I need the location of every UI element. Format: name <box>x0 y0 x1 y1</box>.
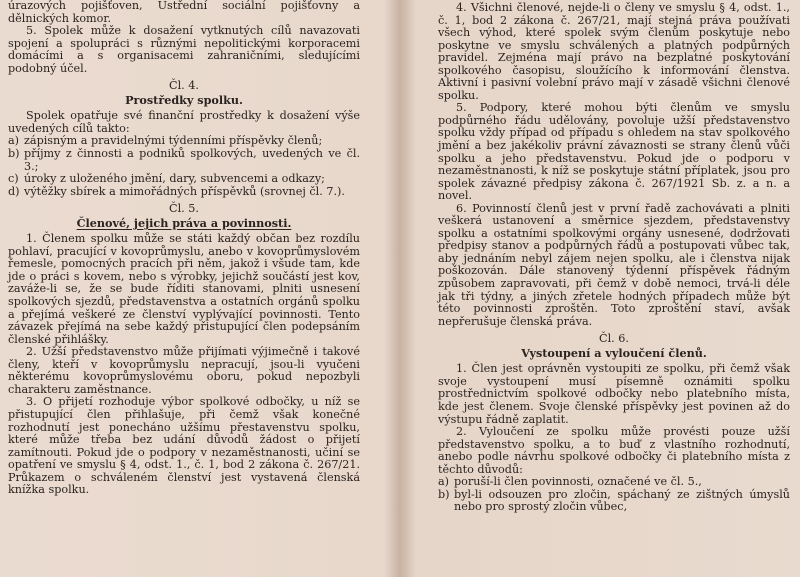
section-5-paragraph-1: 1. Členem spolku může se státi každý občan bez rozdílu pohlaví, pracující v kovoprůmyslu, anebo v kovoprůmyslovém řemesle, pomocných pracích při něm, jakož i všude tam, kde jde o práci s kovem, nebo s výrobky, jejichž součástí jest kov, zaváže-li se, že se bude říditi stanovami, plniti usnesení spolkových sjezdů, představenstva a ostatních orgánů spolku a přejímá veškeré ze členství vyplývající povinnosti. Tento závazek přejímá na sebe každý přistupující člen podepsáním členské přihlášky. <box>8 232 360 346</box>
list-item-text: úroky z uloženého jmění, dary, subvencemi a odkazy; <box>24 172 325 186</box>
list-item-text: poruší-li člen povinnosti, označené ve čl. 5., <box>454 475 702 489</box>
list-item-label: c) <box>8 172 19 186</box>
section-4-number: Čl. 4. <box>169 79 199 93</box>
section-5-number: Čl. 5. <box>169 202 199 216</box>
left-page <box>0 0 384 577</box>
section-6-paragraph-2: 2. Vyloučení ze spolku může provésti pouze užší představenstvo spolku, a to buď z vlastního rozhodnutí, anebo podle návrhu spolkové odbočky či platebního místa z těchto důvodů: <box>438 425 790 476</box>
section-4-intro: Spolek opatřuje své finanční prostředky k dosažení výše uvedených cílů takto: <box>8 109 360 135</box>
book-gutter <box>384 0 416 577</box>
list-item <box>8 148 360 173</box>
paragraph-5: 5. Spolek může k dosažení vytknutých cílů navazovati spojení a spolupráci s různými nepolitickými korporacemi domácími a s organisacemi zahraničními, sledujícími podobný účel. <box>8 24 360 75</box>
list-item-label: a) <box>438 475 450 489</box>
list-item-label: b) <box>438 487 450 501</box>
list-item <box>8 186 360 199</box>
list-item <box>8 173 360 186</box>
right-page <box>416 0 800 577</box>
list-item-label: d) <box>8 184 20 198</box>
list-item <box>438 476 790 489</box>
section-6-number: Čl. 6. <box>599 332 629 346</box>
list-item-label: a) <box>8 134 20 148</box>
section-5-paragraph-3: 3. O přijetí rozhoduje výbor spolkové odbočky, u níž se přistupující člen přihlašuje, při čemž však konečné rozhodnutí jest ponecháno užšímu přestavenstvu spolku, které může třeba bez udání důvodů žádost o přijetí zamítnouti. Pokud jde o podpory v nezaměstnanosti, učiní se opatření ve smyslu § 4, odst. 1., č. 1, bod 2 zákona č. 267/21. Průkazem o schváleném členství jest vystavená členská knížka spolku. <box>8 395 360 497</box>
section-5-paragraph-2: 2. Užší představenstvo může přijímati výjimečně i takové členy, kteří v kovoprůmyslu nepracují, jsou-li vyučeni některému kovoprůmyslovému oboru, pokud nepozbyli charakteru zaměstnance. <box>8 345 360 396</box>
list-item-text: zápisným a pravidelnými týdenními příspěvky členů; <box>24 134 323 148</box>
section-4-title: Prostředky spolku. <box>125 92 243 107</box>
section-5-paragraph-4: 4. Všichni členové, nejde-li o členy ve smyslu § 4, odst. 1., č. 1, bod 2 zákona č. 267/21, mají stejná práva používati všech výhod, které spolek svým členům poskytuje nebo poskytne ve smyslu schválených a platných podpůrných pravidel. Zejména mají právo na bezplatné poskytování spolkového časopisu, sloužícího k informování členstva. Aktivní i pasivní volební právo mají v zásadě všichni členové spolku. <box>438 1 790 102</box>
section-5-title: Členové, jejich práva a povinnosti. <box>76 215 292 230</box>
paragraph-continuation: úrazových pojišťoven, Ústřední sociální pojišťovny a dělnických komor. <box>8 0 360 25</box>
list-item-text: příjmy z činnosti a podniků spolkových, uvedených ve čl. 3.; <box>24 147 360 173</box>
section-6-title: Vystoupení a vyloučení členů. <box>521 345 707 360</box>
list-item-text: byl-li odsouzen pro zločin, spáchaný ze zištných úmyslů nebo pro sprostý zločin vůbec, <box>454 487 790 514</box>
list-item-text: výtěžky sbírek a mimořádných příspěvků (srovnej čl. 7.). <box>24 184 345 198</box>
section-6-paragraph-1: 1. Člen jest oprávněn vystoupiti ze spolku, při čemž však svoje vystoupení musí písemně oznámiti spolku prostřednictvím spolkové odbočky nebo platebního místa, kde jest členem. Svoje členské příspěvky jest povinen až do výstupu řádně zaplatit. <box>438 362 790 426</box>
section-5-paragraph-6: 6. Povinností členů jest v první řadě zachovávati a plniti veškerá ustanovení a směrnice sjezdem, představenstvy spolku a ostatními spolkovými orgány usnesené, dodržovati předpisy stanov a podpůrných řádů a postupovati vůbec tak, aby jednáním nebyl zájem nejen spolku, ale i členstva nijak poškozován. Dále stanovený týdenní příspěvek řádným způsobem zapravovati, při čemž v době nemoci, trvá-li déle jak tři týdny, a jiných zřetele hodných případech může být této povinnosti zproštěn. Toto zproštění staví, avšak nepřerušuje členská práva. <box>438 201 790 328</box>
list-item <box>438 489 790 514</box>
section-5-paragraph-5: 5. Podpory, které mohou býti členům ve smyslu podpůrného řádu udělovány, povoluje užší představenstvo spolku vždy případ od případu s ohledem na stav spolkového jmění a bez jakékoliv právní závaznosti se strany členů vůči spolku a jeho představenstvu. Pokud jde o podporu v nezaměstnanosti, k níž se poskytuje státní příplatek, jsou pro spolek závazné předpisy zákona č. 267/1921 Sb. z. a n. a novel. <box>438 101 790 203</box>
list-item-label: b) <box>8 147 20 161</box>
